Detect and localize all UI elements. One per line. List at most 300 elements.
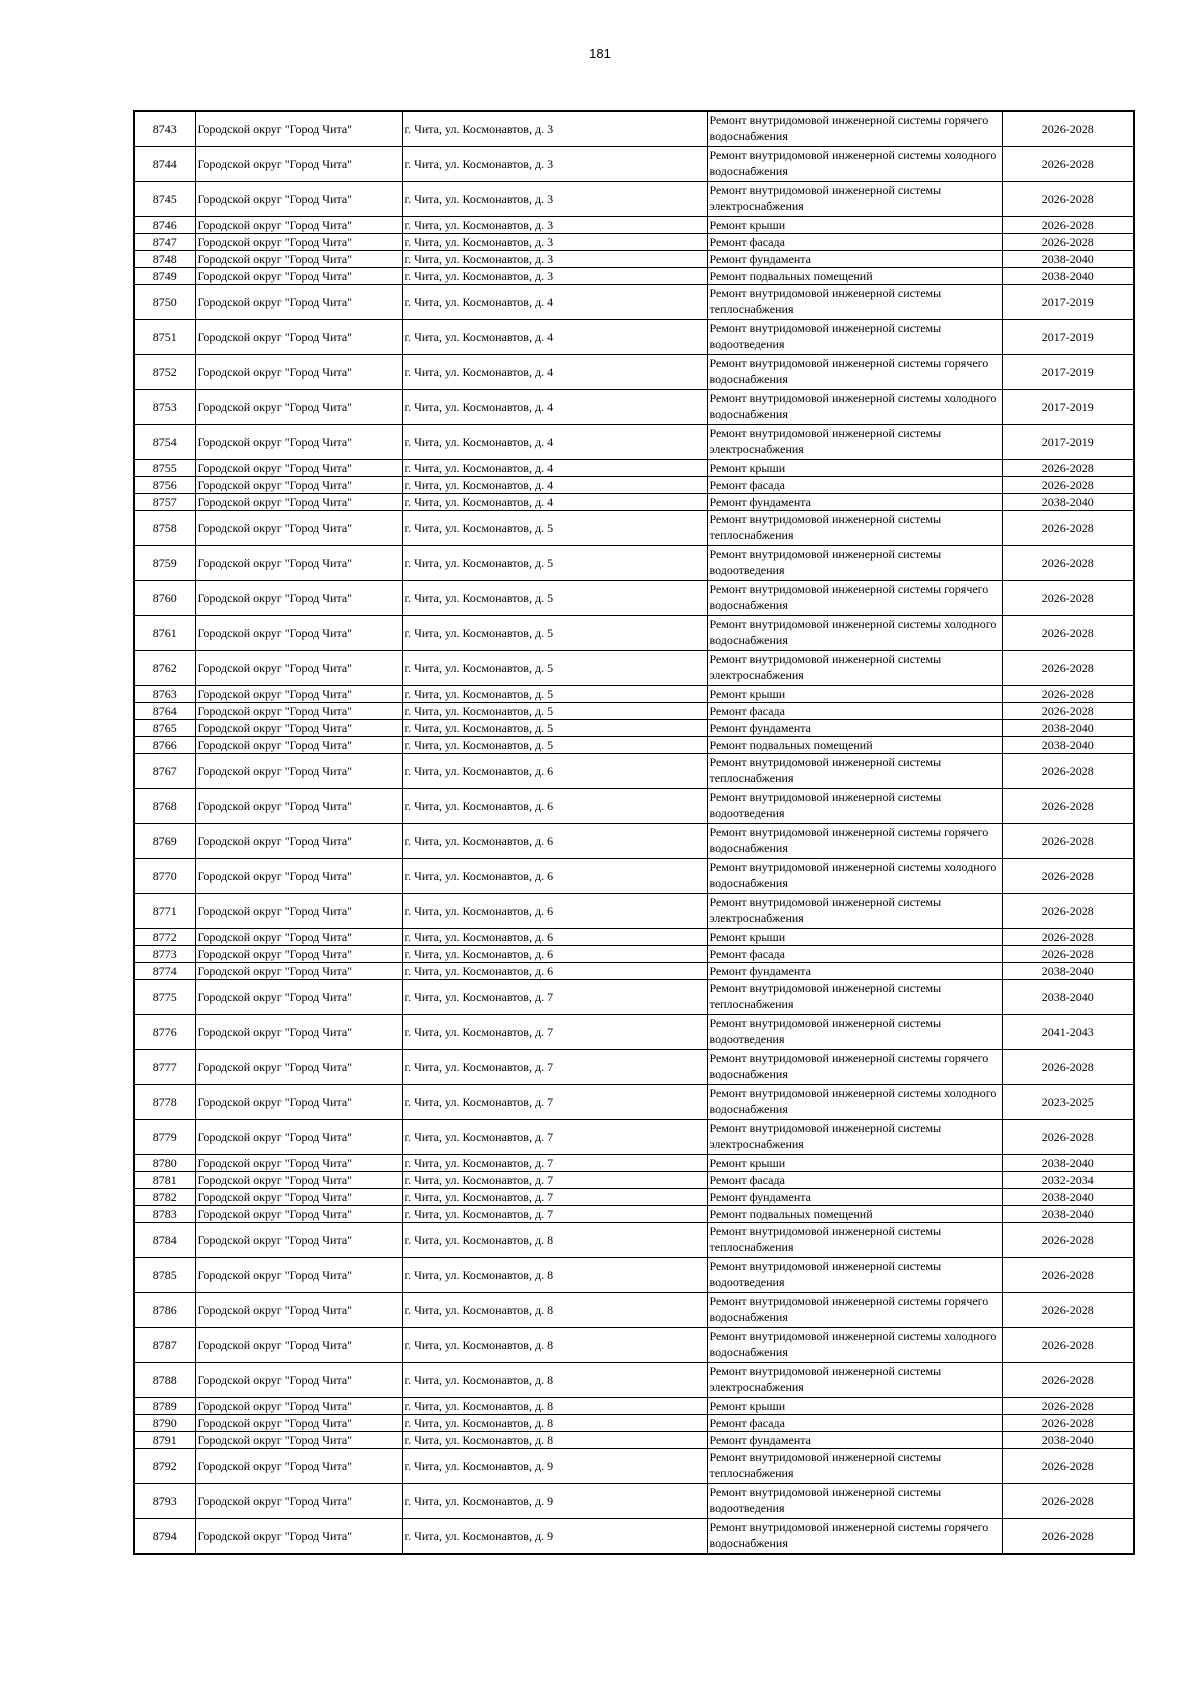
- table-row: [134, 1015, 1134, 1050]
- row-number: 8786: [134, 1293, 195, 1328]
- address-cell: г. Чита, ул. Космонавтов, д. 5: [402, 651, 707, 686]
- row-number: 8751: [134, 320, 195, 355]
- period-cell: 2026-2028: [1002, 1120, 1134, 1155]
- period-cell: 2026-2028: [1002, 754, 1134, 789]
- work-type-cell: Ремонт крыши: [707, 929, 1002, 946]
- municipality-cell: Городской округ "Город Чита": [195, 963, 402, 980]
- work-type-cell: Ремонт внутридомовой инженерной системы теплоснабжения: [707, 754, 1002, 789]
- address-cell: г. Чита, ул. Космонавтов, д. 4: [402, 285, 707, 320]
- table-row: [134, 1363, 1134, 1398]
- table-row: [134, 1328, 1134, 1363]
- table-row: [134, 824, 1134, 859]
- municipality-cell: Городской округ "Город Чита": [195, 268, 402, 285]
- work-type-cell: Ремонт внутридомовой инженерной системы теплоснабжения: [707, 1223, 1002, 1258]
- period-cell: 2026-2028: [1002, 1328, 1134, 1363]
- address-cell: г. Чита, ул. Космонавтов, д. 3: [402, 182, 707, 217]
- work-type-cell: Ремонт крыши: [707, 460, 1002, 477]
- row-number: 8785: [134, 1258, 195, 1293]
- work-type-cell: Ремонт внутридомовой инженерной системы холодного водоснабжения: [707, 1328, 1002, 1363]
- work-type-cell: Ремонт внутридомовой инженерной системы водоотведения: [707, 546, 1002, 581]
- municipality-cell: Городской округ "Город Чита": [195, 1015, 402, 1050]
- address-cell: г. Чита, ул. Космонавтов, д. 6: [402, 963, 707, 980]
- address-cell: г. Чита, ул. Космонавтов, д. 5: [402, 737, 707, 754]
- row-number: 8775: [134, 980, 195, 1015]
- row-number: 8743: [134, 111, 195, 147]
- address-cell: г. Чита, ул. Космонавтов, д. 4: [402, 355, 707, 390]
- period-cell: 2026-2028: [1002, 546, 1134, 581]
- municipality-cell: Городской округ "Город Чита": [195, 1293, 402, 1328]
- period-cell: 2038-2040: [1002, 251, 1134, 268]
- work-type-cell: Ремонт подвальных помещений: [707, 1206, 1002, 1223]
- address-cell: г. Чита, ул. Космонавтов, д. 4: [402, 477, 707, 494]
- table-row: [134, 946, 1134, 963]
- period-cell: 2026-2028: [1002, 182, 1134, 217]
- municipality-cell: Городской округ "Город Чита": [195, 285, 402, 320]
- municipality-cell: Городской округ "Город Чита": [195, 111, 402, 147]
- table-row: [134, 1085, 1134, 1120]
- table-row: [134, 285, 1134, 320]
- address-cell: г. Чита, ул. Космонавтов, д. 4: [402, 460, 707, 477]
- table-row: [134, 217, 1134, 234]
- address-cell: г. Чита, ул. Космонавтов, д. 7: [402, 1085, 707, 1120]
- address-cell: г. Чита, ул. Космонавтов, д. 6: [402, 754, 707, 789]
- work-type-cell: Ремонт внутридомовой инженерной системы теплоснабжения: [707, 285, 1002, 320]
- row-number: 8768: [134, 789, 195, 824]
- address-cell: г. Чита, ул. Космонавтов, д. 6: [402, 929, 707, 946]
- table-row: [134, 477, 1134, 494]
- work-type-cell: Ремонт внутридомовой инженерной системы горячего водоснабжения: [707, 1519, 1002, 1555]
- table-row: [134, 1050, 1134, 1085]
- period-cell: 2026-2028: [1002, 894, 1134, 929]
- address-cell: г. Чита, ул. Космонавтов, д. 7: [402, 1206, 707, 1223]
- row-number: 8759: [134, 546, 195, 581]
- row-number: 8757: [134, 494, 195, 511]
- address-cell: г. Чита, ул. Космонавтов, д. 5: [402, 511, 707, 546]
- work-type-cell: Ремонт фасада: [707, 477, 1002, 494]
- table-row: [134, 1258, 1134, 1293]
- period-cell: 2026-2028: [1002, 1258, 1134, 1293]
- period-cell: 2026-2028: [1002, 824, 1134, 859]
- address-cell: г. Чита, ул. Космонавтов, д. 8: [402, 1415, 707, 1432]
- address-cell: г. Чита, ул. Космонавтов, д. 7: [402, 1015, 707, 1050]
- row-number: 8781: [134, 1172, 195, 1189]
- row-number: 8762: [134, 651, 195, 686]
- address-cell: г. Чита, ул. Космонавтов, д. 6: [402, 824, 707, 859]
- municipality-cell: Городской округ "Город Чита": [195, 824, 402, 859]
- period-cell: 2041-2043: [1002, 1015, 1134, 1050]
- municipality-cell: Городской округ "Город Чита": [195, 217, 402, 234]
- work-type-cell: Ремонт фундамента: [707, 1189, 1002, 1206]
- table-row: [134, 616, 1134, 651]
- row-number: 8793: [134, 1484, 195, 1519]
- address-cell: г. Чита, ул. Космонавтов, д. 8: [402, 1223, 707, 1258]
- address-cell: г. Чита, ул. Космонавтов, д. 4: [402, 494, 707, 511]
- address-cell: г. Чита, ул. Космонавтов, д. 7: [402, 1172, 707, 1189]
- work-type-cell: Ремонт внутридомовой инженерной системы электроснабжения: [707, 182, 1002, 217]
- row-number: 8784: [134, 1223, 195, 1258]
- period-cell: 2026-2028: [1002, 686, 1134, 703]
- table-row: [134, 686, 1134, 703]
- municipality-cell: Городской округ "Город Чита": [195, 494, 402, 511]
- work-type-cell: Ремонт фасада: [707, 946, 1002, 963]
- municipality-cell: Городской округ "Город Чита": [195, 147, 402, 182]
- work-type-cell: Ремонт фасада: [707, 234, 1002, 251]
- row-number: 8780: [134, 1155, 195, 1172]
- table-row: [134, 546, 1134, 581]
- address-cell: г. Чита, ул. Космонавтов, д. 7: [402, 1050, 707, 1085]
- work-type-cell: Ремонт крыши: [707, 1398, 1002, 1415]
- table-row: [134, 1293, 1134, 1328]
- work-type-cell: Ремонт фундамента: [707, 251, 1002, 268]
- table-row: [134, 320, 1134, 355]
- work-type-cell: Ремонт подвальных помещений: [707, 737, 1002, 754]
- period-cell: 2038-2040: [1002, 494, 1134, 511]
- table-row: [134, 581, 1134, 616]
- row-number: 8761: [134, 616, 195, 651]
- work-type-cell: Ремонт крыши: [707, 686, 1002, 703]
- period-cell: 2026-2028: [1002, 1415, 1134, 1432]
- period-cell: 2017-2019: [1002, 390, 1134, 425]
- table-row: [134, 1398, 1134, 1415]
- period-cell: 2023-2025: [1002, 1085, 1134, 1120]
- row-number: 8755: [134, 460, 195, 477]
- table-row: [134, 1449, 1134, 1484]
- table-row: [134, 789, 1134, 824]
- table-row: [134, 859, 1134, 894]
- period-cell: 2038-2040: [1002, 980, 1134, 1015]
- municipality-cell: Городской округ "Город Чита": [195, 1449, 402, 1484]
- table-row: [134, 1120, 1134, 1155]
- municipality-cell: Городской округ "Город Чита": [195, 477, 402, 494]
- table-row: [134, 1415, 1134, 1432]
- period-cell: 2026-2028: [1002, 511, 1134, 546]
- municipality-cell: Городской округ "Город Чита": [195, 894, 402, 929]
- address-cell: г. Чита, ул. Космонавтов, д. 5: [402, 686, 707, 703]
- period-cell: 2017-2019: [1002, 320, 1134, 355]
- row-number: 8777: [134, 1050, 195, 1085]
- work-type-cell: Ремонт внутридомовой инженерной системы электроснабжения: [707, 894, 1002, 929]
- municipality-cell: Городской округ "Город Чита": [195, 946, 402, 963]
- municipality-cell: Городской округ "Город Чита": [195, 980, 402, 1015]
- table-row: [134, 754, 1134, 789]
- address-cell: г. Чита, ул. Космонавтов, д. 3: [402, 234, 707, 251]
- address-cell: г. Чита, ул. Космонавтов, д. 7: [402, 1155, 707, 1172]
- row-number: 8752: [134, 355, 195, 390]
- work-type-cell: Ремонт внутридомовой инженерной системы горячего водоснабжения: [707, 355, 1002, 390]
- work-type-cell: Ремонт крыши: [707, 1155, 1002, 1172]
- municipality-cell: Городской округ "Город Чита": [195, 1223, 402, 1258]
- address-cell: г. Чита, ул. Космонавтов, д. 8: [402, 1328, 707, 1363]
- table-row: [134, 737, 1134, 754]
- period-cell: 2026-2028: [1002, 1050, 1134, 1085]
- period-cell: 2026-2028: [1002, 1449, 1134, 1484]
- table-row: [134, 651, 1134, 686]
- municipality-cell: Городской округ "Город Чита": [195, 251, 402, 268]
- row-number: 8790: [134, 1415, 195, 1432]
- period-cell: 2026-2028: [1002, 1293, 1134, 1328]
- table-row: [134, 894, 1134, 929]
- row-number: 8758: [134, 511, 195, 546]
- period-cell: 2026-2028: [1002, 1519, 1134, 1555]
- municipality-cell: Городской округ "Город Чита": [195, 703, 402, 720]
- address-cell: г. Чита, ул. Космонавтов, д. 4: [402, 320, 707, 355]
- row-number: 8763: [134, 686, 195, 703]
- row-number: 8794: [134, 1519, 195, 1555]
- period-cell: 2038-2040: [1002, 268, 1134, 285]
- table-row: [134, 963, 1134, 980]
- municipality-cell: Городской округ "Город Чита": [195, 686, 402, 703]
- table-row: [134, 251, 1134, 268]
- period-cell: 2026-2028: [1002, 859, 1134, 894]
- address-cell: г. Чита, ул. Космонавтов, д. 5: [402, 581, 707, 616]
- table-row: [134, 980, 1134, 1015]
- address-cell: г. Чита, ул. Космонавтов, д. 7: [402, 980, 707, 1015]
- municipality-cell: Городской округ "Город Чита": [195, 1519, 402, 1555]
- period-cell: 2026-2028: [1002, 946, 1134, 963]
- work-type-cell: Ремонт фундамента: [707, 494, 1002, 511]
- row-number: 8788: [134, 1363, 195, 1398]
- work-type-cell: Ремонт внутридомовой инженерной системы холодного водоснабжения: [707, 147, 1002, 182]
- work-type-cell: Ремонт подвальных помещений: [707, 268, 1002, 285]
- work-type-cell: Ремонт внутридомовой инженерной системы холодного водоснабжения: [707, 1085, 1002, 1120]
- row-number: 8766: [134, 737, 195, 754]
- municipality-cell: Городской округ "Город Чита": [195, 511, 402, 546]
- row-number: 8747: [134, 234, 195, 251]
- table-row: [134, 720, 1134, 737]
- work-type-cell: Ремонт фасада: [707, 1415, 1002, 1432]
- municipality-cell: Городской округ "Город Чита": [195, 425, 402, 460]
- municipality-cell: Городской округ "Город Чита": [195, 1155, 402, 1172]
- period-cell: 2026-2028: [1002, 1398, 1134, 1415]
- municipality-cell: Городской округ "Город Чита": [195, 1189, 402, 1206]
- work-type-cell: Ремонт внутридомовой инженерной системы холодного водоснабжения: [707, 616, 1002, 651]
- row-number: 8783: [134, 1206, 195, 1223]
- row-number: 8771: [134, 894, 195, 929]
- row-number: 8765: [134, 720, 195, 737]
- municipality-cell: Городской округ "Город Чита": [195, 460, 402, 477]
- table-row: [134, 182, 1134, 217]
- row-number: 8772: [134, 929, 195, 946]
- work-type-cell: Ремонт внутридомовой инженерной системы горячего водоснабжения: [707, 581, 1002, 616]
- row-number: 8744: [134, 147, 195, 182]
- period-cell: 2017-2019: [1002, 425, 1134, 460]
- table-row: [134, 929, 1134, 946]
- table-row: [134, 511, 1134, 546]
- period-cell: 2017-2019: [1002, 285, 1134, 320]
- municipality-cell: Городской округ "Город Чита": [195, 651, 402, 686]
- table-row: [134, 111, 1134, 147]
- table-row: [134, 1432, 1134, 1449]
- municipality-cell: Городской округ "Город Чита": [195, 1085, 402, 1120]
- period-cell: 2026-2028: [1002, 616, 1134, 651]
- municipality-cell: Городской округ "Город Чита": [195, 234, 402, 251]
- row-number: 8749: [134, 268, 195, 285]
- municipality-cell: Городской округ "Город Чита": [195, 616, 402, 651]
- period-cell: 2032-2034: [1002, 1172, 1134, 1189]
- table-row: [134, 355, 1134, 390]
- work-type-cell: Ремонт фасада: [707, 703, 1002, 720]
- period-cell: 2026-2028: [1002, 460, 1134, 477]
- period-cell: 2026-2028: [1002, 1484, 1134, 1519]
- address-cell: г. Чита, ул. Космонавтов, д. 5: [402, 616, 707, 651]
- municipality-cell: Городской округ "Город Чита": [195, 1484, 402, 1519]
- municipality-cell: Городской округ "Город Чита": [195, 754, 402, 789]
- table-row: [134, 1519, 1134, 1555]
- address-cell: г. Чита, ул. Космонавтов, д. 8: [402, 1432, 707, 1449]
- municipality-cell: Городской округ "Город Чита": [195, 1328, 402, 1363]
- work-type-cell: Ремонт внутридомовой инженерной системы электроснабжения: [707, 651, 1002, 686]
- row-number: 8778: [134, 1085, 195, 1120]
- work-type-cell: Ремонт крыши: [707, 217, 1002, 234]
- address-cell: г. Чита, ул. Космонавтов, д. 7: [402, 1120, 707, 1155]
- municipality-cell: Городской округ "Город Чита": [195, 581, 402, 616]
- work-type-cell: Ремонт внутридомовой инженерной системы горячего водоснабжения: [707, 1293, 1002, 1328]
- work-type-cell: Ремонт внутридомовой инженерной системы теплоснабжения: [707, 511, 1002, 546]
- work-type-cell: Ремонт внутридомовой инженерной системы холодного водоснабжения: [707, 859, 1002, 894]
- period-cell: 2038-2040: [1002, 1189, 1134, 1206]
- address-cell: г. Чита, ул. Космонавтов, д. 9: [402, 1519, 707, 1555]
- municipality-cell: Городской округ "Город Чита": [195, 789, 402, 824]
- period-cell: 2026-2028: [1002, 703, 1134, 720]
- row-number: 8774: [134, 963, 195, 980]
- work-type-cell: Ремонт внутридомовой инженерной системы горячего водоснабжения: [707, 1050, 1002, 1085]
- municipality-cell: Городской округ "Город Чита": [195, 355, 402, 390]
- municipality-cell: Городской округ "Город Чита": [195, 1050, 402, 1085]
- row-number: 8764: [134, 703, 195, 720]
- address-cell: г. Чита, ул. Космонавтов, д. 8: [402, 1363, 707, 1398]
- row-number: 8779: [134, 1120, 195, 1155]
- period-cell: 2038-2040: [1002, 720, 1134, 737]
- row-number: 8756: [134, 477, 195, 494]
- municipality-cell: Городской округ "Город Чита": [195, 1398, 402, 1415]
- period-cell: 2038-2040: [1002, 1206, 1134, 1223]
- address-cell: г. Чита, ул. Космонавтов, д. 6: [402, 859, 707, 894]
- address-cell: г. Чита, ул. Космонавтов, д. 6: [402, 894, 707, 929]
- period-cell: 2026-2028: [1002, 147, 1134, 182]
- address-cell: г. Чита, ул. Космонавтов, д. 5: [402, 546, 707, 581]
- address-cell: г. Чита, ул. Космонавтов, д. 3: [402, 268, 707, 285]
- municipality-cell: Городской округ "Город Чита": [195, 1432, 402, 1449]
- municipality-cell: Городской округ "Город Чита": [195, 546, 402, 581]
- work-type-cell: Ремонт фундамента: [707, 720, 1002, 737]
- municipality-cell: Городской округ "Город Чита": [195, 320, 402, 355]
- municipality-cell: Городской округ "Город Чита": [195, 182, 402, 217]
- municipality-cell: Городской округ "Город Чита": [195, 1206, 402, 1223]
- work-type-cell: Ремонт внутридомовой инженерной системы водоотведения: [707, 320, 1002, 355]
- table-row: [134, 1155, 1134, 1172]
- work-type-cell: Ремонт фундамента: [707, 1432, 1002, 1449]
- row-number: 8769: [134, 824, 195, 859]
- row-number: 8773: [134, 946, 195, 963]
- address-cell: г. Чита, ул. Космонавтов, д. 9: [402, 1449, 707, 1484]
- period-cell: 2026-2028: [1002, 789, 1134, 824]
- table-row: [134, 390, 1134, 425]
- table-row: [134, 703, 1134, 720]
- period-cell: 2017-2019: [1002, 355, 1134, 390]
- row-number: 8753: [134, 390, 195, 425]
- period-cell: 2038-2040: [1002, 1155, 1134, 1172]
- period-cell: 2026-2028: [1002, 929, 1134, 946]
- work-type-cell: Ремонт внутридомовой инженерной системы теплоснабжения: [707, 1449, 1002, 1484]
- row-number: 8789: [134, 1398, 195, 1415]
- municipality-cell: Городской округ "Город Чита": [195, 390, 402, 425]
- period-cell: 2026-2028: [1002, 217, 1134, 234]
- table-row: [134, 460, 1134, 477]
- row-number: 8746: [134, 217, 195, 234]
- table-row: [134, 234, 1134, 251]
- municipality-cell: Городской округ "Город Чита": [195, 1258, 402, 1293]
- period-cell: 2038-2040: [1002, 1432, 1134, 1449]
- period-cell: 2038-2040: [1002, 737, 1134, 754]
- municipality-cell: Городской округ "Город Чита": [195, 1120, 402, 1155]
- row-number: 8750: [134, 285, 195, 320]
- municipality-cell: Городской округ "Город Чита": [195, 859, 402, 894]
- table-row: [134, 1189, 1134, 1206]
- row-number: 8792: [134, 1449, 195, 1484]
- address-cell: г. Чита, ул. Космонавтов, д. 3: [402, 147, 707, 182]
- work-type-cell: Ремонт внутридомовой инженерной системы электроснабжения: [707, 1363, 1002, 1398]
- municipality-cell: Городской округ "Город Чита": [195, 1415, 402, 1432]
- table-row: [134, 1206, 1134, 1223]
- table-row: [134, 425, 1134, 460]
- table-row: [134, 494, 1134, 511]
- page-number: 181: [589, 46, 611, 61]
- address-cell: г. Чита, ул. Космонавтов, д. 8: [402, 1398, 707, 1415]
- address-cell: г. Чита, ул. Космонавтов, д. 6: [402, 789, 707, 824]
- municipality-cell: Городской округ "Город Чита": [195, 1172, 402, 1189]
- repair-schedule-table: [133, 110, 1135, 1555]
- address-cell: г. Чита, ул. Космонавтов, д. 5: [402, 720, 707, 737]
- work-type-cell: Ремонт фасада: [707, 1172, 1002, 1189]
- work-type-cell: Ремонт внутридомовой инженерной системы электроснабжения: [707, 1120, 1002, 1155]
- period-cell: 2026-2028: [1002, 477, 1134, 494]
- work-type-cell: Ремонт внутридомовой инженерной системы горячего водоснабжения: [707, 824, 1002, 859]
- table-row: [134, 147, 1134, 182]
- municipality-cell: Городской округ "Город Чита": [195, 929, 402, 946]
- period-cell: 2038-2040: [1002, 963, 1134, 980]
- municipality-cell: Городской округ "Город Чита": [195, 720, 402, 737]
- municipality-cell: Городской округ "Город Чита": [195, 1363, 402, 1398]
- address-cell: г. Чита, ул. Космонавтов, д. 8: [402, 1258, 707, 1293]
- row-number: 8791: [134, 1432, 195, 1449]
- work-type-cell: Ремонт внутридомовой инженерной системы водоотведения: [707, 789, 1002, 824]
- period-cell: 2026-2028: [1002, 581, 1134, 616]
- address-cell: г. Чита, ул. Космонавтов, д. 4: [402, 390, 707, 425]
- period-cell: 2026-2028: [1002, 234, 1134, 251]
- address-cell: г. Чита, ул. Космонавтов, д. 3: [402, 251, 707, 268]
- row-number: 8787: [134, 1328, 195, 1363]
- period-cell: 2026-2028: [1002, 651, 1134, 686]
- row-number: 8770: [134, 859, 195, 894]
- work-type-cell: Ремонт внутридомовой инженерной системы водоотведения: [707, 1484, 1002, 1519]
- row-number: 8748: [134, 251, 195, 268]
- address-cell: г. Чита, ул. Космонавтов, д. 8: [402, 1293, 707, 1328]
- row-number: 8745: [134, 182, 195, 217]
- row-number: 8760: [134, 581, 195, 616]
- row-number: 8767: [134, 754, 195, 789]
- row-number: 8754: [134, 425, 195, 460]
- address-cell: г. Чита, ул. Космонавтов, д. 5: [402, 703, 707, 720]
- municipality-cell: Городской округ "Город Чита": [195, 737, 402, 754]
- address-cell: г. Чита, ул. Космонавтов, д. 3: [402, 111, 707, 147]
- table-row: [134, 268, 1134, 285]
- row-number: 8776: [134, 1015, 195, 1050]
- work-type-cell: Ремонт внутридомовой инженерной системы теплоснабжения: [707, 980, 1002, 1015]
- table-row: [134, 1172, 1134, 1189]
- address-cell: г. Чита, ул. Космонавтов, д. 7: [402, 1189, 707, 1206]
- row-number: 8782: [134, 1189, 195, 1206]
- address-cell: г. Чита, ул. Космонавтов, д. 6: [402, 946, 707, 963]
